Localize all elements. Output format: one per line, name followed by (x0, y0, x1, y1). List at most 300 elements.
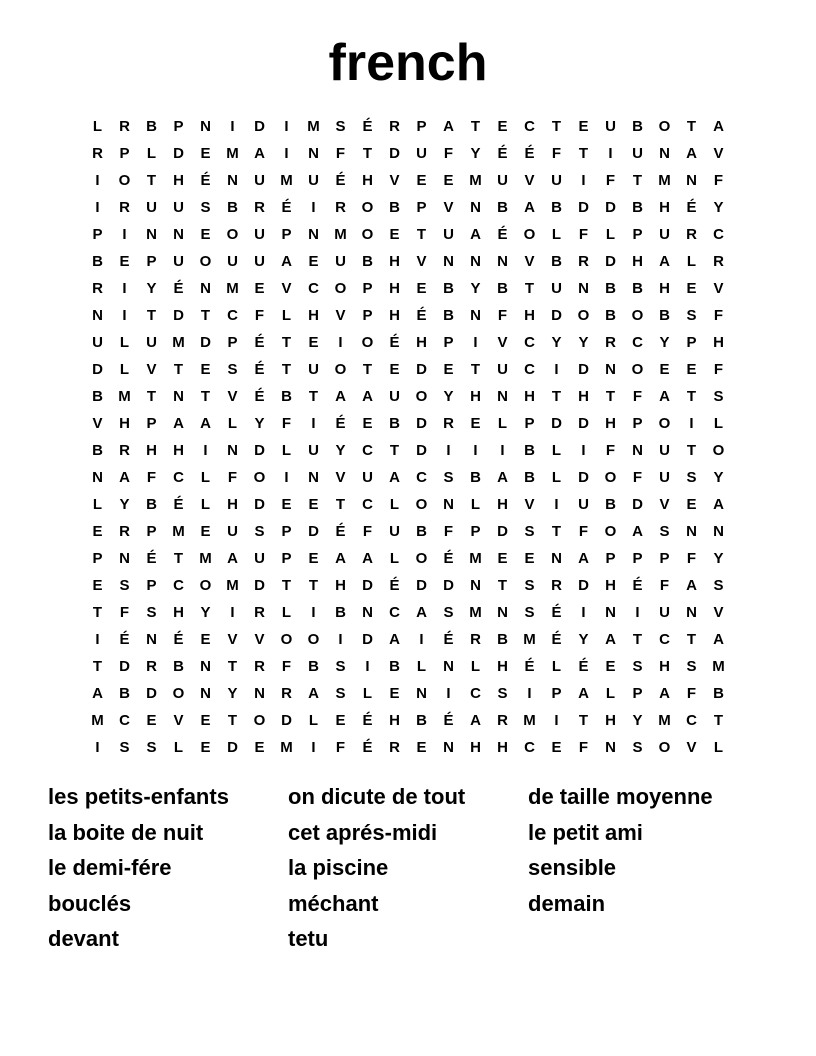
grid-letter: B (281, 388, 292, 405)
grid-letter: U (605, 118, 616, 135)
grid-letter: O (253, 469, 266, 486)
grid-letter: S (713, 577, 724, 594)
grid-letter: E (524, 550, 535, 567)
grid-letter: T (146, 307, 157, 324)
grid-letter: T (146, 172, 157, 189)
grid-letter: T (281, 361, 292, 378)
grid-letter: É (119, 631, 130, 648)
grid-letter: Y (200, 604, 211, 621)
grid-letter: C (713, 226, 724, 243)
grid-letter: O (658, 739, 671, 756)
grid-letter: D (227, 739, 238, 756)
grid-letter: L (416, 658, 427, 675)
grid-letter: U (254, 226, 265, 243)
grid-letter: H (308, 307, 319, 324)
grid-letter: T (632, 631, 643, 648)
grid-letter: E (308, 496, 319, 513)
grid-letter: E (146, 712, 157, 729)
grid-letter: U (551, 280, 562, 297)
grid-letter: F (281, 658, 292, 675)
grid-letter: I (419, 631, 424, 648)
grid-letter: É (254, 388, 265, 405)
grid-letter: B (389, 199, 400, 216)
word-list-item: demain (528, 890, 606, 916)
grid-letter: I (284, 145, 289, 162)
grid-letter: E (200, 361, 211, 378)
grid-letter: O (361, 199, 374, 216)
grid-letter: F (335, 145, 346, 162)
grid-letter: N (254, 685, 265, 702)
grid-row (84, 653, 732, 680)
grid-letter: I (554, 361, 559, 378)
word-list-item: le petit ami (528, 819, 643, 845)
grid-letter: I (122, 307, 127, 324)
grid-letter: N (146, 631, 157, 648)
grid-row (84, 302, 732, 329)
grid-letter: L (551, 469, 562, 486)
word-list-item: la piscine (288, 855, 389, 881)
grid-letter: A (578, 550, 589, 567)
grid-letter: S (200, 199, 211, 216)
grid-letter: N (227, 442, 238, 459)
grid-letter: B (497, 631, 508, 648)
grid-letter: U (308, 442, 319, 459)
grid-letter: O (712, 442, 725, 459)
grid-letter: H (173, 172, 184, 189)
grid-letter: E (200, 631, 211, 648)
grid-letter: A (389, 469, 400, 486)
grid-letter: N (632, 442, 643, 459)
grid-letter: I (473, 334, 478, 351)
grid-letter: P (632, 415, 643, 432)
grid-letter: V (659, 496, 670, 513)
grid-letter: H (497, 658, 508, 675)
grid-letter: P (281, 523, 292, 540)
grid-letter: I (338, 631, 343, 648)
grid-letter: B (605, 496, 616, 513)
grid-letter: M (469, 550, 482, 567)
grid-letter: P (119, 145, 130, 162)
grid-letter: O (631, 307, 644, 324)
grid-letter: N (200, 685, 211, 702)
grid-letter: F (686, 550, 697, 567)
grid-letter: B (443, 280, 454, 297)
grid-letter: T (227, 658, 238, 675)
grid-letter: I (230, 604, 235, 621)
grid-letter: S (686, 658, 697, 675)
grid-letter: N (92, 307, 103, 324)
grid-letter: M (523, 712, 536, 729)
grid-letter: D (200, 334, 211, 351)
grid-letter: D (362, 631, 373, 648)
grid-letter: F (713, 361, 724, 378)
grid-letter: C (362, 442, 373, 459)
grid-letter: L (551, 442, 562, 459)
grid-letter: H (470, 388, 481, 405)
grid-letter: O (118, 172, 131, 189)
grid-letter: A (335, 550, 346, 567)
grid-letter: L (362, 685, 373, 702)
grid-letter: S (146, 604, 157, 621)
grid-letter: R (254, 658, 265, 675)
grid-letter: V (227, 631, 238, 648)
grid-letter: A (686, 577, 697, 594)
grid-letter: O (334, 361, 347, 378)
grid-letter: B (524, 442, 535, 459)
grid-letter: H (497, 739, 508, 756)
grid-letter: V (524, 172, 535, 189)
grid-letter: I (608, 145, 613, 162)
grid-letter: C (416, 469, 427, 486)
grid-letter: O (226, 226, 239, 243)
grid-letter: E (443, 361, 454, 378)
grid-letter: U (443, 226, 454, 243)
grid-letter: É (524, 658, 535, 675)
grid-letter: I (284, 469, 289, 486)
grid-letter: D (551, 415, 562, 432)
grid-letter: H (389, 712, 400, 729)
grid-letter: L (281, 442, 292, 459)
grid-row (84, 734, 732, 761)
grid-letter: T (173, 361, 184, 378)
grid-letter: L (119, 361, 130, 378)
grid-letter: E (308, 334, 319, 351)
grid-letter: O (415, 388, 428, 405)
grid-letter: T (686, 442, 697, 459)
grid-letter: U (389, 523, 400, 540)
grid-letter: N (443, 658, 454, 675)
grid-letter: P (146, 415, 157, 432)
grid-letter: O (415, 550, 428, 567)
grid-letter: U (308, 172, 319, 189)
grid-letter: É (551, 631, 562, 648)
grid-letter: B (713, 685, 724, 702)
grid-letter: D (605, 253, 616, 270)
grid-letter: F (146, 469, 157, 486)
grid-letter: T (173, 550, 184, 567)
grid-letter: N (605, 739, 616, 756)
grid-letter: M (172, 523, 185, 540)
grid-letter: T (470, 361, 481, 378)
grid-letter: F (335, 739, 346, 756)
grid-letter: A (713, 496, 724, 513)
grid-letter: N (200, 118, 211, 135)
grid-letter: É (443, 550, 454, 567)
grid-letter: F (362, 523, 373, 540)
grid-letter: Y (713, 550, 724, 567)
grid-letter: C (308, 280, 319, 297)
grid-letter: V (416, 253, 427, 270)
grid-letter: T (389, 442, 400, 459)
grid-letter: M (469, 172, 482, 189)
grid-letter: S (524, 604, 535, 621)
grid-letter: F (578, 739, 589, 756)
grid-letter: É (362, 712, 373, 729)
grid-letter: D (281, 712, 292, 729)
grid-letter: B (632, 280, 643, 297)
grid-letter: D (551, 307, 562, 324)
grid-letter: U (578, 496, 589, 513)
grid-letter: L (551, 226, 562, 243)
grid-letter: N (470, 253, 481, 270)
grid-letter: B (92, 388, 103, 405)
grid-letter: N (497, 388, 508, 405)
grid-letter: I (311, 739, 316, 756)
grid-letter: F (632, 388, 643, 405)
grid-letter: T (362, 361, 373, 378)
grid-letter: C (524, 361, 535, 378)
grid-letter: I (473, 442, 478, 459)
grid-letter: V (497, 334, 508, 351)
word-list (48, 779, 788, 957)
grid-letter: L (173, 739, 184, 756)
grid-letter: L (200, 496, 211, 513)
grid-letter: B (470, 469, 481, 486)
grid-letter: M (118, 388, 131, 405)
grid-letter: É (578, 658, 589, 675)
grid-row (84, 140, 732, 167)
grid-letter: M (199, 550, 212, 567)
grid-letter: L (605, 226, 616, 243)
grid-letter: B (497, 199, 508, 216)
grid-letter: P (470, 523, 481, 540)
grid-letter: V (524, 253, 535, 270)
grid-letter: D (443, 577, 454, 594)
word-list-item: tetu (288, 926, 329, 952)
grid-letter: H (389, 307, 400, 324)
grid-letter: L (713, 739, 724, 756)
grid-letter: L (470, 496, 481, 513)
grid-row (84, 572, 732, 599)
grid-letter: P (281, 226, 292, 243)
grid-letter: É (362, 739, 373, 756)
grid-letter: P (551, 685, 562, 702)
word-list-item: de taille moyenne (528, 784, 713, 809)
grid-letter: E (605, 658, 616, 675)
grid-letter: T (551, 523, 562, 540)
grid-letter: C (524, 118, 535, 135)
grid-letter: Y (713, 469, 724, 486)
grid-letter: A (173, 415, 184, 432)
grid-letter: I (203, 442, 208, 459)
grid-letter: T (686, 118, 697, 135)
grid-letter: T (551, 118, 562, 135)
grid-letter: L (92, 496, 103, 513)
grid-letter: U (659, 226, 670, 243)
grid-letter: E (308, 253, 319, 270)
grid-letter: O (361, 334, 374, 351)
grid-letter: Y (713, 199, 724, 216)
grid-letter: L (119, 334, 130, 351)
grid-letter: L (281, 604, 292, 621)
grid-letter: U (389, 388, 400, 405)
grid-letter: D (119, 658, 130, 675)
grid-letter: T (335, 496, 346, 513)
grid-letter: B (632, 199, 643, 216)
grid-letter: U (173, 253, 184, 270)
grid-letter: A (362, 550, 373, 567)
grid-letter: É (686, 199, 697, 216)
grid-letter: P (632, 685, 643, 702)
grid-letter: D (173, 145, 184, 162)
grid-letter: R (119, 442, 130, 459)
grid-letter: A (470, 226, 481, 243)
word-list-item: le demi-fére (48, 855, 172, 881)
grid-letter: N (578, 280, 589, 297)
grid-letter: N (605, 361, 616, 378)
grid-letter: U (146, 334, 157, 351)
grid-letter: V (146, 361, 157, 378)
grid-letter: L (470, 658, 481, 675)
grid-letter: Y (470, 280, 481, 297)
grid-letter: H (524, 307, 535, 324)
grid-letter: A (632, 523, 643, 540)
grid-letter: P (416, 118, 427, 135)
grid-letter: C (686, 712, 697, 729)
grid-letter: T (578, 145, 589, 162)
grid-letter: I (311, 415, 316, 432)
grid-letter: N (443, 496, 454, 513)
grid-letter: R (119, 523, 130, 540)
grid-letter: O (523, 226, 536, 243)
grid-letter: I (95, 631, 100, 648)
grid-letter: A (713, 118, 724, 135)
grid-letter: T (470, 118, 481, 135)
grid-letter: I (446, 442, 451, 459)
grid-letter: F (281, 415, 292, 432)
grid-letter: L (686, 253, 697, 270)
grid-letter: É (389, 334, 400, 351)
grid-letter: B (605, 280, 616, 297)
grid-row (84, 707, 732, 734)
grid-row (84, 167, 732, 194)
grid-letter: R (686, 226, 697, 243)
grid-letter: L (713, 415, 724, 432)
grid-letter: D (308, 523, 319, 540)
grid-letter: L (200, 469, 211, 486)
grid-letter: B (362, 253, 373, 270)
grid-letter: Y (227, 685, 238, 702)
grid-letter: O (631, 361, 644, 378)
grid-letter: V (335, 469, 346, 486)
grid-letter: T (416, 226, 427, 243)
grid-letter: U (92, 334, 103, 351)
grid-row (84, 545, 732, 572)
grid-letter: É (335, 415, 346, 432)
grid-letter: N (443, 739, 454, 756)
grid-letter: S (686, 469, 697, 486)
grid-letter: I (554, 496, 559, 513)
grid-letter: B (92, 253, 103, 270)
grid-letter: F (497, 307, 508, 324)
grid-letter: A (470, 712, 481, 729)
grid-letter: É (497, 226, 508, 243)
grid-letter: S (443, 469, 454, 486)
grid-letter: L (389, 496, 400, 513)
grid-letter: I (365, 658, 370, 675)
grid-letter: H (173, 604, 184, 621)
grid-letter: S (335, 658, 346, 675)
grid-letter: I (500, 442, 505, 459)
grid-letter: É (362, 118, 373, 135)
grid-letter: U (227, 523, 238, 540)
grid-letter: S (524, 523, 535, 540)
grid-letter: U (632, 145, 643, 162)
grid-letter: D (578, 415, 589, 432)
grid-letter: T (281, 334, 292, 351)
grid-letter: T (146, 388, 157, 405)
grid-letter: P (524, 415, 535, 432)
grid-letter: Y (470, 145, 481, 162)
grid-letter: T (686, 388, 697, 405)
grid-letter: O (577, 307, 590, 324)
grid-letter: D (578, 199, 589, 216)
grid-letter: Y (578, 334, 589, 351)
grid-letter: L (146, 145, 157, 162)
grid-letter: T (308, 388, 319, 405)
grid-letter: E (254, 739, 265, 756)
grid-letter: P (92, 226, 103, 243)
grid-letter: S (254, 523, 265, 540)
grid-letter: F (659, 577, 670, 594)
grid-letter: E (416, 172, 427, 189)
grid-letter: N (362, 604, 373, 621)
grid-letter: V (281, 280, 292, 297)
grid-letter: E (200, 712, 211, 729)
grid-letter: B (659, 307, 670, 324)
grid-letter: M (658, 712, 671, 729)
grid-letter: R (713, 253, 724, 270)
grid-row (84, 599, 732, 626)
grid-letter: É (524, 145, 535, 162)
word-list-item: devant (48, 926, 119, 952)
grid-letter: C (362, 496, 373, 513)
grid-letter: N (686, 523, 697, 540)
grid-letter: P (605, 550, 616, 567)
grid-letter: N (443, 253, 454, 270)
grid-letter: E (578, 118, 589, 135)
grid-letter: V (389, 172, 400, 189)
grid-letter: É (281, 199, 292, 216)
grid-letter: B (335, 604, 346, 621)
grid-letter: T (281, 577, 292, 594)
grid-letter: B (524, 469, 535, 486)
grid-letter: D (578, 361, 589, 378)
grid-letter: D (254, 496, 265, 513)
grid-letter: I (689, 415, 694, 432)
grid-letter: V (686, 739, 697, 756)
grid-letter: S (335, 118, 346, 135)
grid-letter: S (119, 577, 130, 594)
grid-letter: R (605, 334, 616, 351)
grid-letter: C (119, 712, 130, 729)
grid-letter: N (173, 388, 184, 405)
grid-letter: C (632, 334, 643, 351)
grid-letter: T (578, 712, 589, 729)
grid-letter: E (443, 172, 454, 189)
grid-letter: D (254, 577, 265, 594)
grid-letter: A (335, 388, 346, 405)
grid-letter: R (146, 658, 157, 675)
grid-letter: F (713, 172, 724, 189)
grid-letter: N (119, 550, 130, 567)
grid-letter: E (686, 496, 697, 513)
grid-letter: R (119, 199, 130, 216)
grid-row (84, 410, 732, 437)
grid-letter: P (443, 334, 454, 351)
grid-letter: N (551, 550, 562, 567)
grid-letter: U (146, 199, 157, 216)
